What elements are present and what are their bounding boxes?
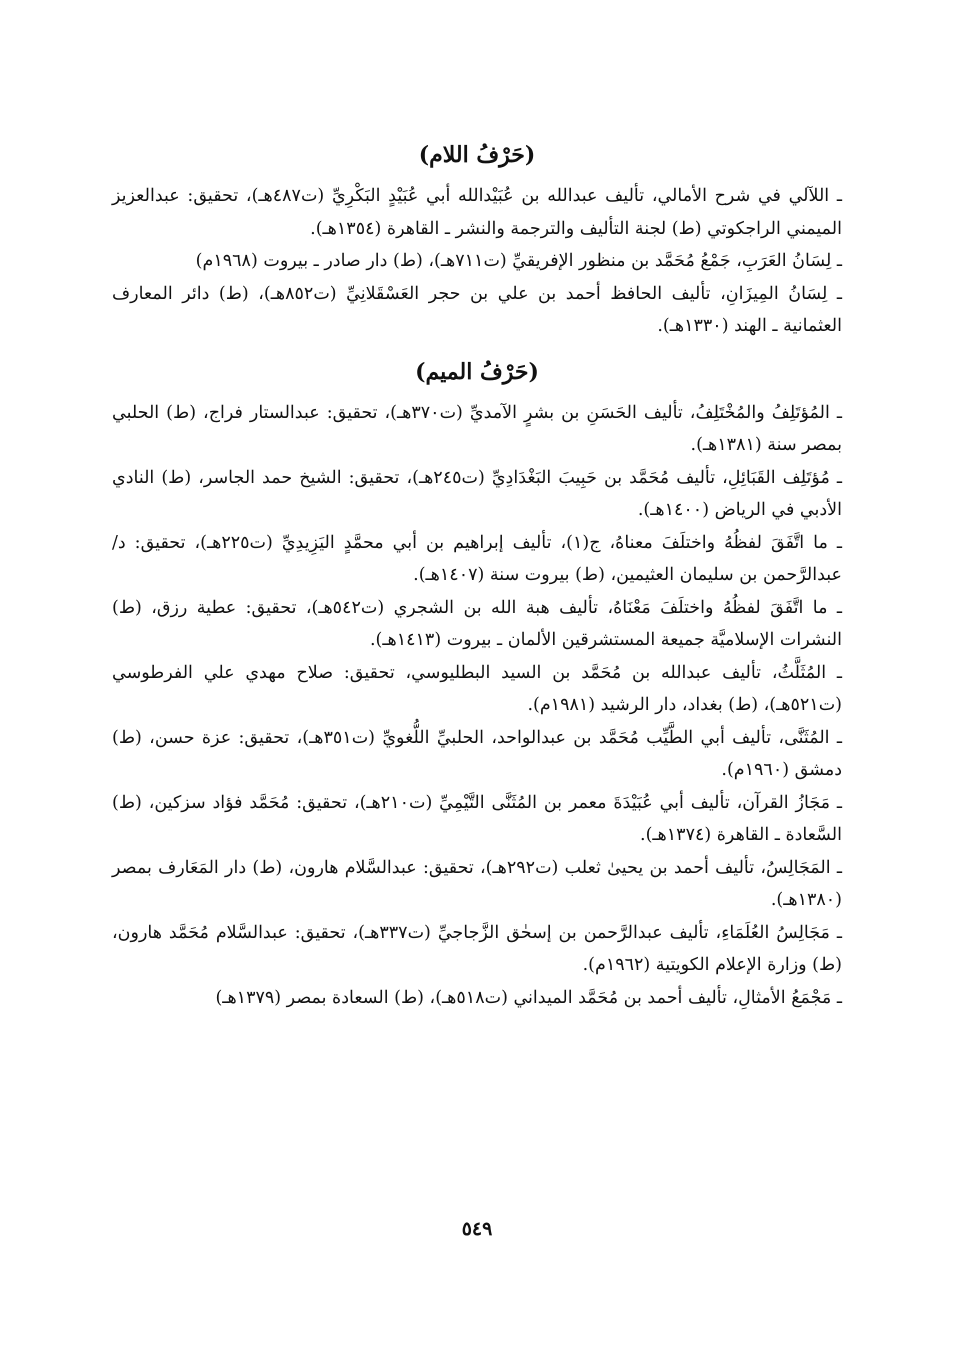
bibliography-entry: ـ المُثَلَّثُ، تأليف عبدالله بن مُحَمَّد بن السيد البطليوسي، تحقيق: صلاح مهدي علي الفرطوسي (ت٥٢١هـ)، (ط) بغداد، دار الرشيد (١٩٨١م).: [112, 662, 842, 715]
page-content: [112, 138, 842, 1014]
bibliography-entry: ـ ما اتَّفَقَ لفظُهُ واختلَفَ مَعْنَاهُ، تأليف هبة الله بن الشجري (ت٥٤٢هـ)، تحقيق: عطية رزق، (ط) النشرات الإسلاميَّة جميعة المستشرقين الألمان ـ بيروت (١٤١٣هـ).: [112, 597, 842, 650]
bibliography-entry: ـ ما اتَّفَقَ لفظُهُ واختلَفَ معناهُ، ج(١)، تأليف إبراهيم بن أبي محمَّدٍ اليَزِيدِيِّ (ت٢٢٥هـ)، تحقيق: د/ عبدالرَّحمن بن سليمان العثيمين، (ط) بيروت سنة (١٤٠٧هـ).: [112, 532, 842, 585]
bibliography-entry: ـ المُؤتَلِفُ والمُخْتَلِفُ، تأليف الحَسَنِ بن بشرٍ الآمديِّ (ت٣٧٠هـ)، تحقيق: عبدالستار فراج، (ط) الحلبي بمصر سنة (١٣٨١هـ).: [112, 402, 843, 455]
bibliography-entry: ـ لِسَانُ المِيزَانِ، تأليف الحافظ أحمد بن علي بن حجر العَسْقَلانِيِّ (ت٨٥٢هـ)، (ط) دائر المعارف العثمانية ـ الهند (١٣٣٠هـ).: [112, 283, 843, 336]
bibliography-entry: ـ مَجَالِسُ العُلَمَاءِ، تأليف عبدالرَّحمن بن إسحٰق الزَّجاجيِّ (ت٣٣٧هـ)، تحقيق: عبدالسَّلام مُحَمَّد هارون، (ط) وزارة الإعلام الكويتية (١٩٦٢م).: [112, 922, 842, 975]
page-number: ٥٤٩: [461, 1218, 493, 1240]
bibliography-entry: ـ لِسَانُ العَرَبِ، جَمْعُ مُحَمَّد بن منظور الإفريقيِّ (ت٧١١هـ)، (ط) دار صادر ـ بيروت (١٩٦٨م): [195, 251, 842, 271]
bibliography-entry: ـ مَجَازُ القرآن، تأليف أبي عُبَيْدَةَ معمر بن المُثَنَّى التَّيْمِيِّ (ت٢١٠هـ)، تحقيق: مُحَمَّد فؤاد سزكين، (ط) السَّعادة ـ القاهرة (١٣٧٤هـ).: [112, 792, 842, 845]
bibliography-entry: ـ مُؤتَلِف القَبَائِلِ، تأليف مُحَمَّد بن حَبِيبَ البَغْدَادِيِّ (ت٢٤٥هـ)، تحقيق: الشيخ حمد الجاسر، (ط) النادي الأدبي في الرياض (١٤٠٠هـ).: [112, 467, 842, 520]
section-heading-meem: (حَرْفُ الميم): [415, 358, 539, 385]
bibliography-entry: ـ المَجَالِسُ، تأليف أحمد بن يحيىٰ ثعلب (ت٢٩٢هـ)، تحقيق: عبدالسَّلام هارون، (ط) دار المَعَارف بمصر (١٣٨٠هـ).: [112, 857, 842, 910]
section-heading-lam: (حَرْفُ اللام): [418, 142, 536, 168]
bibliography-entry: ـ مَجْمَعُ الأمثالِ، تأليف أحمد بن مُحَمَّد الميداني (ت٥١٨هـ)، (ط) السعادة بمصر (١٣٧٩هـ): [215, 987, 842, 1008]
bibliography-entry: ـ اللآلي في شرح الأمالي، تأليف عبدالله بن عُبَيْدالله أبي عُبَيْدٍ البَكْرِيِّ (ت٤٨٧هـ)، تحقيق: عبدالعزيز الميمني الراجكوتي (ط) لجنة التأليف والترجمة والنشر ـ القاهرة (١٣٥٤هـ).: [112, 186, 842, 239]
bibliography-entry: ـ المُثَنَّى، تأليف أبي الطَّيِّب مُحَمَّد بن عبدالواحد، الحلبيِّ اللُّغويِّ (ت٣٥١هـ)، تحقيق: عزة حسن، (ط) دمشق (١٩٦٠م).: [112, 727, 842, 780]
